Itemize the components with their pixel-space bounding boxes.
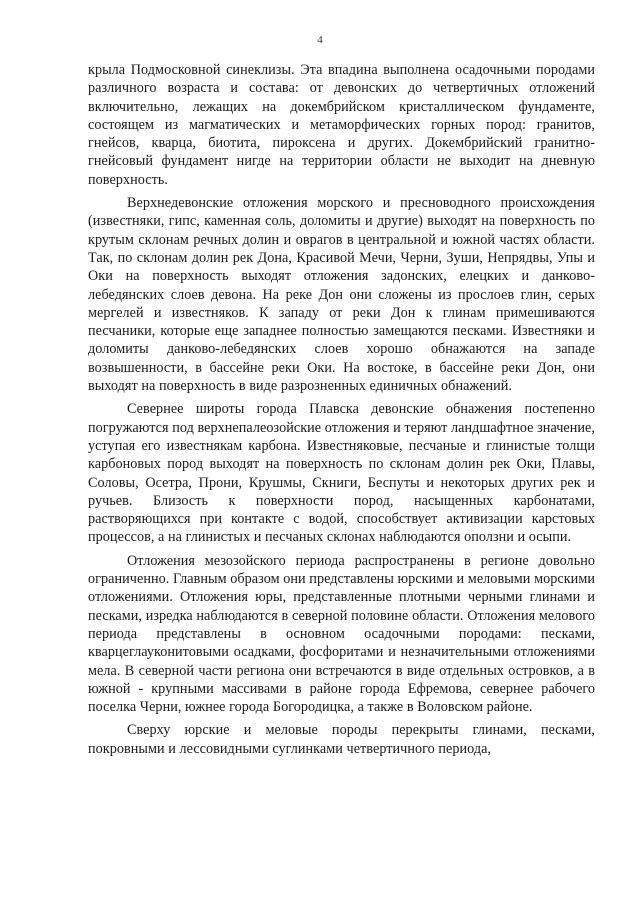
paragraph: крыла Подмосковной синеклизы. Эта впадина выполнена осадочными породами различного возраста и состава: от девонских до четвертичных отложений включительно, лежащих на докембрийском кристаллическом фундаменте, состоящем из магматических и метаморфических горных пород: гранитов, гнейсов, кварца, биотита, пироксена и других. Докембрийский гранитно-гнейсовый фундамент нигде на территории области не выходит на дневную поверхность.: [88, 62, 595, 188]
paragraph: Сверху юрские и меловые породы перекрыты глинами, песками, покровными и лессовидными суглинками четвертичного периода,: [88, 722, 595, 757]
paragraph: Верхнедевонские отложения морского и пресноводного происхождения (известняки, гипс, каменная соль, доломиты и другие) выходят на поверхность по крутым склонам речных долин и оврагов в центральной и южной частях области. Так, по склонам долин рек Дона, Красивой Мечи, Черни, Зуши, Непрядвы, Упы и Оки на поверхность выходят отложения задонских, елецких и данково-лебедянских слоев девона. На реке Дон они сложены из прослоев глин, серых мергелей и известняков. К западу от реки Дон к глинам примешиваются песчаники, которые еще западнее полностью замещаются песками. Известняки и доломиты данково-лебедянских слоев хорошо обнажаются на западе возвышенности, в бассейне реки Оки. На востоке, в бассейне реки Дон, они выходят на поверхность в виде разрозненных единичных обнажений.: [88, 195, 595, 395]
document-body: [88, 61, 595, 758]
paragraph: Севернее широты города Плавска девонские обнажения постепенно погружаются под верхнепалеозойские отложения и теряют ландшафтное значение, уступая его известнякам карбона. Известняковые, песчаные и глинистые толщи карбоновых пород выходят на поверхность по склонам долин рек Оки, Плавы, Соловы, Осетра, Прони, Крушмы, Скниги, Беспуты и некоторых других рек и ручьев. Близость к поверхности пород, насыщенных карбонатами, растворяющихся при контакте с водой, способствует активизации карстовых процессов, а на глинистых и песчаных склонах наблюдаются оползни и осыпи.: [88, 401, 595, 546]
paragraph: Отложения мезозойского периода распространены в регионе довольно ограниченно. Главным образом они представлены юрскими и меловыми морскими отложениями. Отложения юры, представленные плотными черными глинами и песками, изредка наблюдаются в северной половине области. Отложения мелового периода представлены в основном осадочными породами: песками, кварцеглауконитовыми осадками, фосфоритами и незначительными отложениями мела. В северной части региона они встречаются в виде отдельных островков, а в южной - крупными массивами в районе города Ефремова, севернее рабочего поселка Черни, южнее города Богородицка, а также в Воловском районе.: [88, 552, 595, 716]
page-number: 4: [317, 34, 323, 46]
